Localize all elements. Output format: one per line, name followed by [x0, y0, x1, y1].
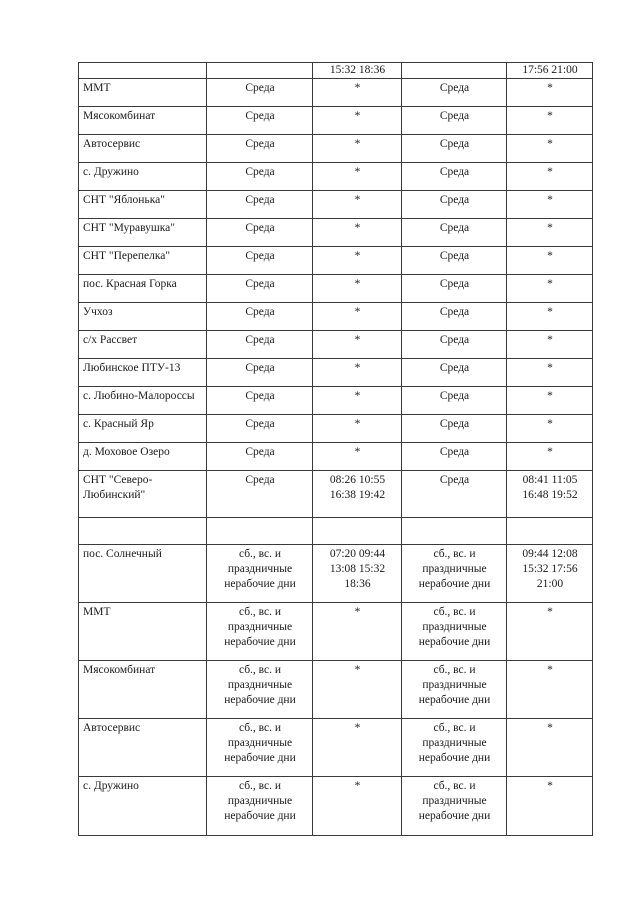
- stop-name-cell: Автосервис: [79, 719, 207, 777]
- return-times-cell: *: [507, 191, 593, 219]
- return-times-cell: *: [507, 275, 593, 303]
- stop-name-cell: Мясокомбинат: [79, 107, 207, 135]
- table-row: [79, 603, 593, 661]
- stop-name-cell: СНТ "Северо-Любинский": [79, 471, 207, 518]
- return-times-cell: 17:56 21:00: [507, 63, 593, 79]
- outbound-times-cell: 08:26 10:55 16:38 19:42: [313, 471, 402, 518]
- return-days-cell: Среда: [402, 443, 507, 471]
- table-row: [79, 275, 593, 303]
- table-row: [79, 219, 593, 247]
- outbound-days-cell: сб., вс. и праздничные нерабочие дни: [207, 545, 313, 603]
- stop-name-cell: пос. Красная Горка: [79, 275, 207, 303]
- return-times-cell: *: [507, 777, 593, 836]
- return-days-cell: [402, 63, 507, 79]
- return-times-cell: *: [507, 443, 593, 471]
- table-row: [79, 415, 593, 443]
- return-times-cell: 08:41 11:05 16:48 19:52: [507, 471, 593, 518]
- outbound-days-cell: Среда: [207, 359, 313, 387]
- return-times-cell: *: [507, 79, 593, 107]
- return-times-cell: *: [507, 163, 593, 191]
- table-row: [79, 107, 593, 135]
- return-times-cell: *: [507, 107, 593, 135]
- outbound-days-cell: Среда: [207, 247, 313, 275]
- outbound-times-cell: *: [313, 247, 402, 275]
- outbound-times-cell: *: [313, 719, 402, 777]
- outbound-times-cell: *: [313, 107, 402, 135]
- outbound-times-cell: *: [313, 331, 402, 359]
- table-row: [79, 545, 593, 603]
- outbound-days-cell: [207, 518, 313, 545]
- return-times-cell: *: [507, 219, 593, 247]
- stop-name-cell: Учхоз: [79, 303, 207, 331]
- return-days-cell: Среда: [402, 275, 507, 303]
- outbound-days-cell: Среда: [207, 135, 313, 163]
- outbound-times-cell: *: [313, 359, 402, 387]
- outbound-times-cell: 07:20 09:44 13:08 15:32 18:36: [313, 545, 402, 603]
- stop-name-cell: Любинское ПТУ-13: [79, 359, 207, 387]
- stop-name-cell: Автосервис: [79, 135, 207, 163]
- stop-name-cell: ММТ: [79, 603, 207, 661]
- return-days-cell: Среда: [402, 471, 507, 518]
- table-row: [79, 443, 593, 471]
- outbound-times-cell: *: [313, 443, 402, 471]
- return-days-cell: Среда: [402, 135, 507, 163]
- table-row: [79, 247, 593, 275]
- return-times-cell: *: [507, 719, 593, 777]
- return-times-cell: *: [507, 415, 593, 443]
- return-days-cell: Среда: [402, 247, 507, 275]
- stop-name-cell: [79, 518, 207, 545]
- outbound-days-cell: сб., вс. и праздничные нерабочие дни: [207, 661, 313, 719]
- schedule-table-body: [79, 63, 593, 836]
- outbound-days-cell: [207, 63, 313, 79]
- stop-name-cell: д. Моховое Озеро: [79, 443, 207, 471]
- table-row: [79, 191, 593, 219]
- table-row: [79, 63, 593, 79]
- outbound-times-cell: *: [313, 79, 402, 107]
- table-row: [79, 359, 593, 387]
- outbound-days-cell: Среда: [207, 415, 313, 443]
- outbound-times-cell: *: [313, 661, 402, 719]
- return-days-cell: сб., вс. и праздничные нерабочие дни: [402, 719, 507, 777]
- return-days-cell: Среда: [402, 191, 507, 219]
- return-days-cell: Среда: [402, 331, 507, 359]
- return-days-cell: Среда: [402, 415, 507, 443]
- return-times-cell: *: [507, 359, 593, 387]
- outbound-days-cell: Среда: [207, 387, 313, 415]
- return-days-cell: сб., вс. и праздничные нерабочие дни: [402, 545, 507, 603]
- stop-name-cell: СНТ "Перепелка": [79, 247, 207, 275]
- return-times-cell: *: [507, 387, 593, 415]
- stop-name-cell: пос. Солнечный: [79, 545, 207, 603]
- outbound-days-cell: Среда: [207, 79, 313, 107]
- outbound-times-cell: *: [313, 135, 402, 163]
- table-row: [79, 471, 593, 518]
- stop-name-cell: с. Любино-Малороссы: [79, 387, 207, 415]
- return-times-cell: [507, 518, 593, 545]
- outbound-times-cell: [313, 518, 402, 545]
- return-days-cell: Среда: [402, 359, 507, 387]
- outbound-times-cell: *: [313, 275, 402, 303]
- outbound-days-cell: Среда: [207, 191, 313, 219]
- return-days-cell: Среда: [402, 219, 507, 247]
- outbound-days-cell: Среда: [207, 219, 313, 247]
- return-days-cell: Среда: [402, 107, 507, 135]
- schedule-table: [78, 62, 593, 836]
- return-days-cell: Среда: [402, 163, 507, 191]
- outbound-times-cell: *: [313, 191, 402, 219]
- return-times-cell: *: [507, 661, 593, 719]
- table-row: [79, 518, 593, 545]
- stop-name-cell: с. Дружино: [79, 163, 207, 191]
- return-times-cell: *: [507, 303, 593, 331]
- outbound-times-cell: *: [313, 163, 402, 191]
- stop-name-cell: с. Красный Яр: [79, 415, 207, 443]
- return-days-cell: сб., вс. и праздничные нерабочие дни: [402, 603, 507, 661]
- table-row: [79, 331, 593, 359]
- stop-name-cell: СНТ "Яблонька": [79, 191, 207, 219]
- table-row: [79, 661, 593, 719]
- outbound-days-cell: Среда: [207, 107, 313, 135]
- return-times-cell: *: [507, 135, 593, 163]
- outbound-times-cell: *: [313, 777, 402, 836]
- outbound-days-cell: сб., вс. и праздничные нерабочие дни: [207, 603, 313, 661]
- outbound-days-cell: Среда: [207, 471, 313, 518]
- return-times-cell: *: [507, 247, 593, 275]
- table-row: [79, 135, 593, 163]
- outbound-times-cell: 15:32 18:36: [313, 63, 402, 79]
- outbound-days-cell: сб., вс. и праздничные нерабочие дни: [207, 719, 313, 777]
- outbound-times-cell: *: [313, 387, 402, 415]
- table-row: [79, 387, 593, 415]
- outbound-times-cell: *: [313, 219, 402, 247]
- outbound-times-cell: *: [313, 415, 402, 443]
- return-days-cell: Среда: [402, 303, 507, 331]
- table-row: [79, 777, 593, 836]
- stop-name-cell: ММТ: [79, 79, 207, 107]
- return-days-cell: [402, 518, 507, 545]
- table-row: [79, 719, 593, 777]
- stop-name-cell: [79, 63, 207, 79]
- return-days-cell: Среда: [402, 387, 507, 415]
- stop-name-cell: с/х Рассвет: [79, 331, 207, 359]
- table-row: [79, 303, 593, 331]
- outbound-times-cell: *: [313, 303, 402, 331]
- stop-name-cell: СНТ "Муравушка": [79, 219, 207, 247]
- stop-name-cell: Мясокомбинат: [79, 661, 207, 719]
- table-row: [79, 79, 593, 107]
- return-times-cell: *: [507, 331, 593, 359]
- table-row: [79, 163, 593, 191]
- return-times-cell: *: [507, 603, 593, 661]
- return-days-cell: сб., вс. и праздничные нерабочие дни: [402, 661, 507, 719]
- outbound-times-cell: *: [313, 603, 402, 661]
- return-days-cell: Среда: [402, 79, 507, 107]
- outbound-days-cell: сб., вс. и праздничные нерабочие дни: [207, 777, 313, 836]
- stop-name-cell: с. Дружино: [79, 777, 207, 836]
- return-days-cell: сб., вс. и праздничные нерабочие дни: [402, 777, 507, 836]
- outbound-days-cell: Среда: [207, 303, 313, 331]
- return-times-cell: 09:44 12:08 15:32 17:56 21:00: [507, 545, 593, 603]
- outbound-days-cell: Среда: [207, 163, 313, 191]
- outbound-days-cell: Среда: [207, 275, 313, 303]
- outbound-days-cell: Среда: [207, 443, 313, 471]
- outbound-days-cell: Среда: [207, 331, 313, 359]
